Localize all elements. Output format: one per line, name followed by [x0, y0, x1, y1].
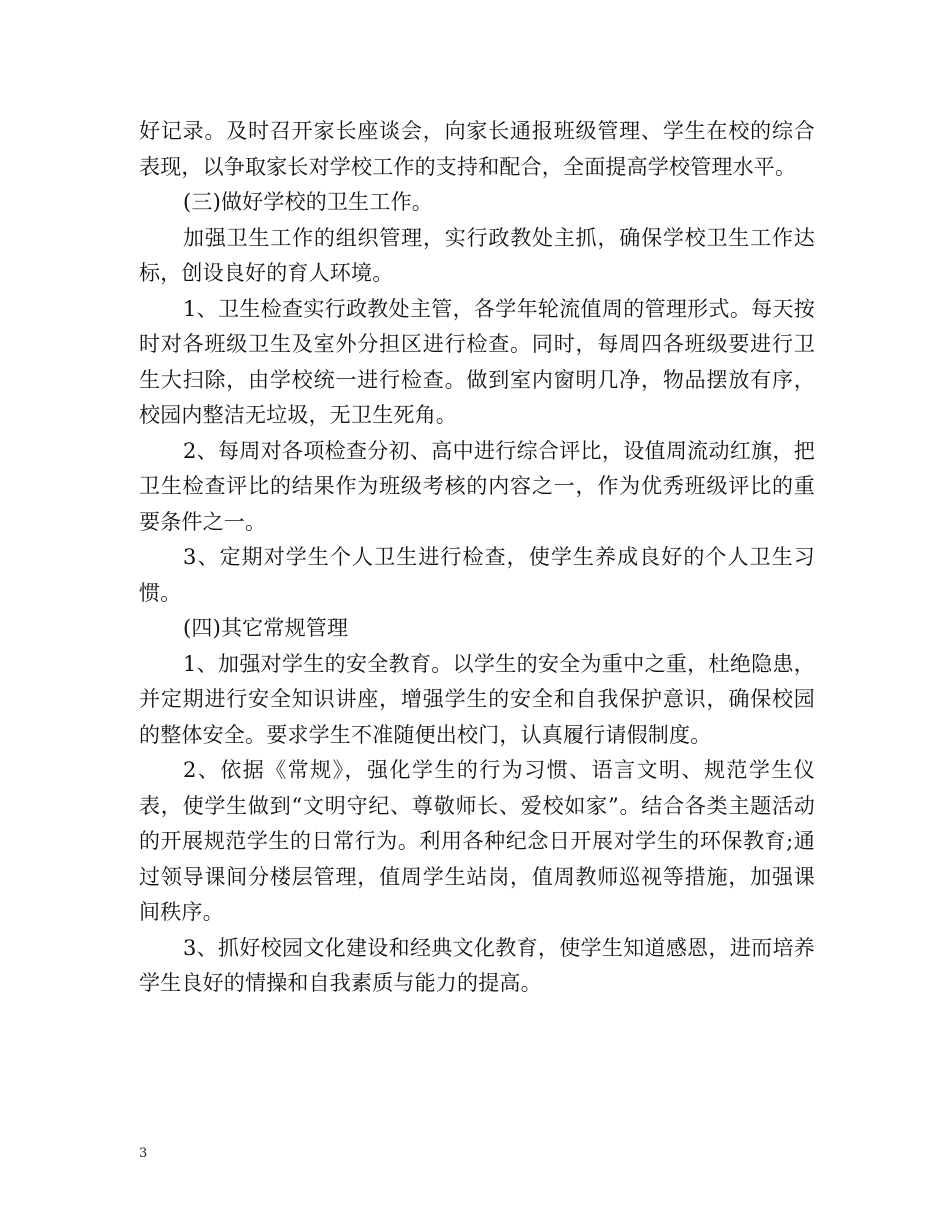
paragraph-8: 3、抓好校园文化建设和经典文化教育，使学生知道感恩，进而培养学生良好的情操和自我素质与能力的提高。 [139, 935, 815, 995]
paragraph-1: 好记录。及时召开家长座谈会，向家长通报班级管理、学生在校的综合表现，以争取家长对学校工作的支持和配合，全面提高学校管理水平。 [139, 119, 815, 179]
section-heading-4: (四)其它常规管理 [183, 616, 349, 640]
document-body [139, 114, 815, 1002]
section-heading-3: (三)做好学校的卫生工作。 [183, 190, 433, 214]
paragraph-4: 2、每周对各项检查分初、高中进行综合评比，设值周流动红旗，把卫生检查评比的结果作为班级考核的内容之一，作为优秀班级评比的重要条件之一。 [139, 438, 815, 534]
paragraph-2: 加强卫生工作的组织管理，实行政教处主抓，确保学校卫生工作达标，创设良好的育人环境。 [139, 225, 815, 285]
paragraph-6: 1、加强对学生的安全教育。以学生的安全为重中之重，杜绝隐患，并定期进行安全知识讲座，增强学生的安全和自我保护意识，确保校园的整体安全。要求学生不准随便出校门，认真履行请假制度。 [139, 651, 815, 747]
paragraph-5: 3、定期对学生个人卫生进行检查，使学生养成良好的个人卫生习惯。 [139, 545, 815, 605]
page-number: 3 [139, 1146, 148, 1161]
paragraph-3: 1、卫生检查实行政教处主管，各学年轮流值周的管理形式。每天按时对各班级卫生及室外分担区进行检查。同时，每周四各班级要进行卫生大扫除，由学校统一进行检查。做到室内窗明几净，物品摆放有序，校园内整洁无垃圾，无卫生死角。 [139, 296, 815, 427]
paragraph-7: 2、依据《常规》，强化学生的行为习惯、语言文明、规范学生仪表，使学生做到“文明守纪、尊敬师长、爱校如家”。结合各类主题活动的开展规范学生的日常行为。利用各种纪念日开展对学生的环保教育;通过领导课间分楼层管理，值周学生站岗，值周教师巡视等措施，加强课间秩序。 [139, 758, 815, 924]
